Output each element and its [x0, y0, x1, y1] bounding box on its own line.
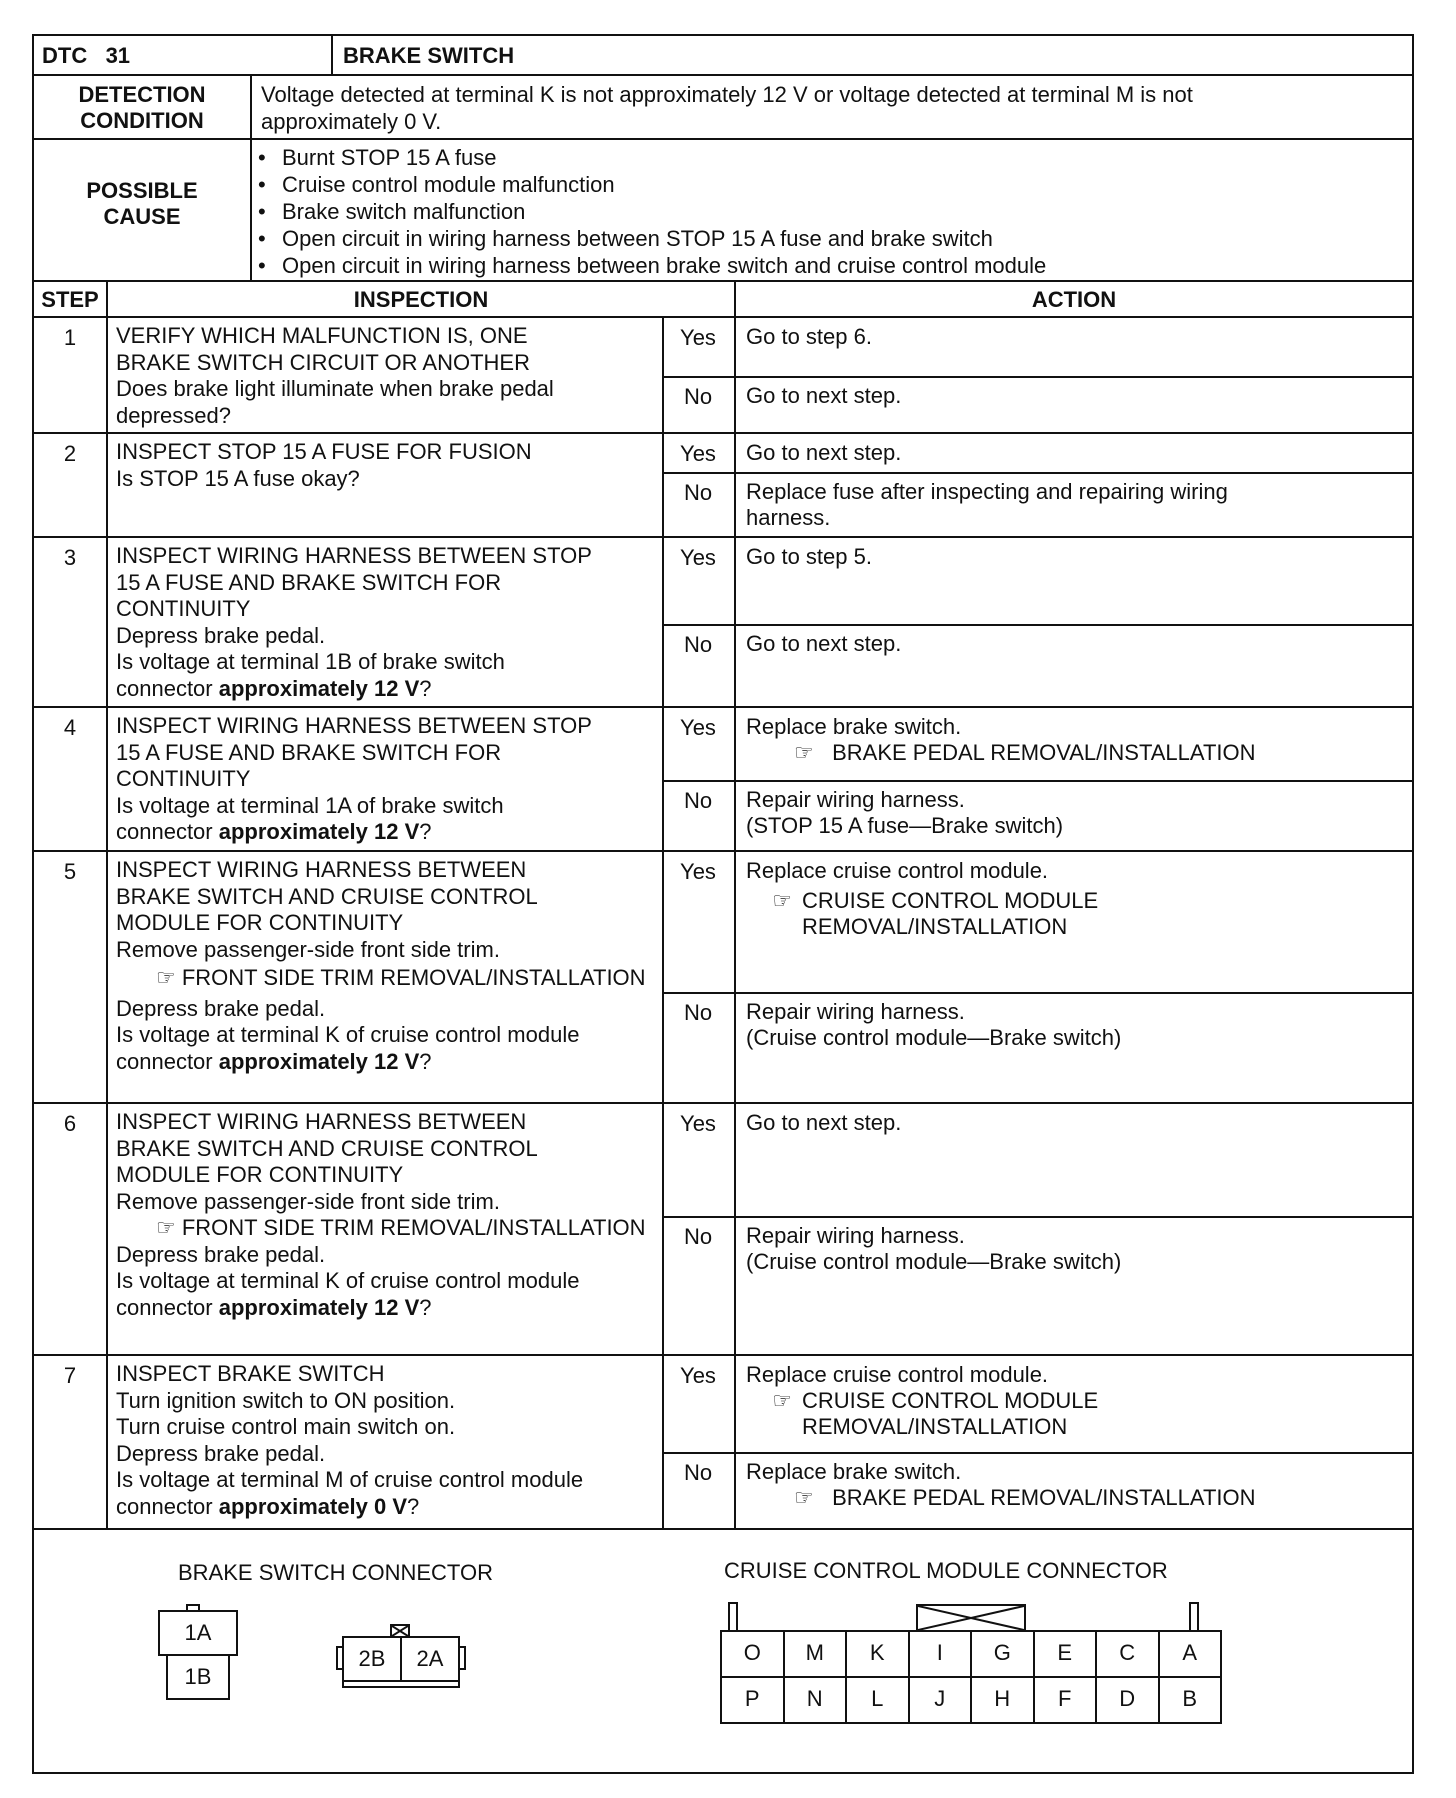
- step-row-4: [34, 708, 1412, 852]
- inspection-line: 15 A FUSE AND BRAKE SWITCH FOR: [116, 739, 502, 765]
- cruise-connector-title: CRUISE CONTROL MODULE CONNECTOR: [724, 1558, 1168, 1583]
- cruise-pin: P: [720, 1676, 785, 1724]
- detection-label-line: CONDITION: [80, 108, 204, 133]
- inspection-tail: ?: [419, 1294, 432, 1320]
- inspection-line: CONTINUITY: [116, 596, 251, 621]
- inspection-tail: ?: [419, 1048, 432, 1074]
- inspection-cell: [106, 852, 662, 1102]
- dtc-code: [42, 36, 342, 74]
- inspection-line: INSPECT BRAKE SWITCH: [116, 1361, 385, 1386]
- action-no: [746, 787, 1404, 839]
- inspection-bold: approximately 12 V: [218, 819, 420, 844]
- inspection-plain: connector: [116, 675, 219, 701]
- brake-connector-b: [336, 1624, 466, 1694]
- cause-list: [252, 144, 1412, 279]
- cause-list-cell: [250, 140, 1412, 280]
- inspection-line: MODULE FOR CONTINUITY: [116, 910, 404, 935]
- inspection-line: Depress brake pedal.: [116, 622, 326, 648]
- cause-label-line: POSSIBLE: [86, 178, 198, 203]
- inspection-line: CONTINUITY: [116, 766, 251, 791]
- action-line: Replace brake switch.: [746, 714, 962, 739]
- inspection-line: Is voltage at terminal 1B of brake switch: [116, 649, 505, 674]
- inspection-line: Is voltage at terminal K of cruise control module: [116, 1022, 580, 1047]
- cruise-pin: M: [783, 1630, 848, 1678]
- inspection-line: Depress brake pedal.: [116, 1440, 326, 1466]
- step-row-3: [34, 538, 1412, 708]
- action-yes: Go to step 6.: [746, 324, 872, 349]
- step-number: 1: [63, 325, 77, 350]
- inspection-cell: [106, 538, 662, 706]
- answer-no: No: [683, 632, 713, 657]
- cruise-connector: [720, 1602, 1220, 1732]
- inspection-line: BRAKE SWITCH CIRCUIT OR ANOTHER: [116, 349, 530, 375]
- brake-connector-a: [158, 1604, 238, 1708]
- action-cell: [734, 538, 1412, 706]
- action-cell: [734, 852, 1412, 1102]
- lock-cross-icon: [918, 1606, 1024, 1630]
- lock-cross-icon: [392, 1626, 408, 1636]
- inspection-line: Turn cruise control main switch on.: [116, 1414, 456, 1439]
- reference-icon: ☞: [156, 1215, 176, 1240]
- cruise-pin: G: [970, 1630, 1035, 1678]
- detection-label: [34, 76, 250, 138]
- answer-yes: Yes: [680, 441, 716, 466]
- inspection-text: [116, 857, 656, 1075]
- inspection-line: Is STOP 15 A fuse okay?: [116, 465, 360, 491]
- inspection-plain: connector: [116, 819, 219, 844]
- inspection-line: Remove passenger-side front side trim.: [116, 1188, 500, 1214]
- reference-icon: ☞: [772, 888, 792, 913]
- action-cell: [734, 708, 1412, 850]
- reference-icon: ☞: [794, 1485, 814, 1510]
- cause-item: • Brake switch malfunction: [252, 198, 1412, 225]
- reference-text: BRAKE PEDAL REMOVAL/INSTALLATION: [832, 1485, 1256, 1510]
- cruise-pin: B: [1158, 1676, 1223, 1724]
- inspection-line: [116, 1295, 656, 1322]
- action-yes: [746, 858, 1404, 940]
- cause-row: [34, 140, 1412, 282]
- step-number: 2: [63, 441, 77, 466]
- action-line: Replace cruise control module.: [746, 1362, 1049, 1387]
- inspection-text: [116, 439, 656, 492]
- action-reference: [746, 1485, 1404, 1511]
- action-no: [746, 999, 1404, 1051]
- action-line: (Cruise control module—Brake switch): [746, 1249, 1122, 1274]
- inspection-bold: approximately 12 V: [218, 1294, 420, 1320]
- brake-connector-title: BRAKE SWITCH CONNECTOR: [178, 1560, 493, 1585]
- cruise-pin: H: [970, 1676, 1035, 1724]
- cruise-pin: O: [720, 1630, 785, 1678]
- reference-text: CRUISE CONTROL MODULE: [802, 1388, 1099, 1413]
- dtc-sheet: [32, 34, 1414, 1774]
- inspection-line: Turn ignition switch to ON position.: [116, 1387, 456, 1413]
- cruise-pin: D: [1095, 1676, 1160, 1724]
- answer-cell: [662, 318, 734, 432]
- column-header-row: [34, 282, 1412, 318]
- detection-row: [34, 76, 1412, 140]
- inspection-line: Is voltage at terminal M of cruise control module: [116, 1467, 584, 1492]
- reference-text: REMOVAL/INSTALLATION: [802, 914, 1068, 939]
- answer-no: No: [683, 384, 713, 409]
- action-no: Go to next step.: [746, 383, 902, 408]
- inspection-text: [116, 713, 656, 846]
- dtc-label: DTC: [42, 43, 88, 68]
- action-line: (STOP 15 A fuse—Brake switch): [746, 813, 1064, 838]
- reference-text: CRUISE CONTROL MODULE: [802, 888, 1099, 913]
- reference-text: FRONT SIDE TRIM REMOVAL/INSTALLATION: [181, 1215, 646, 1240]
- action-cell: [734, 1356, 1412, 1528]
- col-action: ACTION: [734, 282, 1412, 316]
- answer-cell: [662, 538, 734, 706]
- brake-pin: 2A: [400, 1636, 460, 1682]
- step-number: 5: [63, 859, 77, 884]
- cruise-pin: F: [1033, 1676, 1098, 1724]
- step-row-1: [34, 318, 1412, 434]
- inspection-line: 15 A FUSE AND BRAKE SWITCH FOR: [116, 569, 502, 595]
- inspection-reference: [116, 1215, 656, 1242]
- action-line: Repair wiring harness.: [746, 1223, 965, 1248]
- brake-pin: 1A: [158, 1610, 238, 1656]
- cruise-pin: C: [1095, 1630, 1160, 1678]
- step-number: 7: [63, 1363, 77, 1388]
- dtc-number: 31: [105, 43, 131, 68]
- cruise-pin: A: [1158, 1630, 1223, 1678]
- action-reference: [746, 1388, 1404, 1440]
- step-row-2: [34, 434, 1412, 538]
- inspection-cell: [106, 708, 662, 850]
- answer-no: No: [683, 788, 713, 813]
- inspection-line: VERIFY WHICH MALFUNCTION IS, ONE: [116, 323, 528, 348]
- cruise-pin: I: [908, 1630, 973, 1678]
- answer-cell: [662, 852, 734, 1102]
- dtc-title: BRAKE SWITCH: [331, 36, 1412, 74]
- inspection-reference: [116, 965, 656, 992]
- reference-text: FRONT SIDE TRIM REMOVAL/INSTALLATION: [181, 965, 646, 990]
- inspection-line: Is voltage at terminal K of cruise control module: [116, 1268, 580, 1293]
- answer-yes: Yes: [680, 545, 716, 570]
- action-cell: [734, 1104, 1412, 1354]
- header-row: [34, 36, 1412, 76]
- inspection-text: [116, 323, 656, 429]
- reference-icon: ☞: [156, 965, 176, 990]
- col-step: STEP: [41, 287, 99, 312]
- cruise-pin: E: [1033, 1630, 1098, 1678]
- inspection-line: INSPECT WIRING HARNESS BETWEEN STOP: [116, 713, 592, 738]
- action-line: (Cruise control module—Brake switch): [746, 1025, 1122, 1050]
- detection-text-line: approximately 0 V.: [261, 109, 442, 134]
- answer-yes: Yes: [680, 325, 716, 350]
- inspection-line: [116, 1494, 656, 1521]
- step-number: 6: [63, 1111, 77, 1136]
- cruise-pin: J: [908, 1676, 973, 1724]
- cause-item: • Open circuit in wiring harness between brake switch and cruise control module: [252, 252, 1412, 279]
- detection-text: [250, 76, 1412, 138]
- inspection-line: BRAKE SWITCH AND CRUISE CONTROL: [116, 883, 538, 909]
- inspection-line: [116, 676, 656, 703]
- inspection-line: Remove passenger-side front side trim.: [116, 936, 500, 962]
- reference-text-block: [802, 1388, 1098, 1440]
- inspection-bold: approximately 12 V: [218, 675, 420, 701]
- inspection-bold: approximately 0 V: [218, 1493, 408, 1519]
- cruise-pin-grid: [720, 1630, 1220, 1722]
- inspection-cell: [106, 434, 662, 536]
- reference-icon: ☞: [772, 1388, 792, 1413]
- step-row-5: [34, 852, 1412, 1104]
- action-yes: Go to next step.: [746, 1110, 902, 1135]
- inspection-plain: connector: [116, 1294, 219, 1320]
- cause-label: [34, 140, 250, 280]
- inspection-tail: ?: [419, 819, 432, 844]
- answer-cell: [662, 1104, 734, 1354]
- answer-yes: Yes: [680, 1363, 716, 1388]
- reference-icon: ☞: [794, 740, 814, 765]
- action-line: Replace brake switch.: [746, 1459, 962, 1484]
- cause-label-line: CAUSE: [103, 204, 181, 229]
- inspection-line: MODULE FOR CONTINUITY: [116, 1162, 404, 1187]
- action-no: Go to next step.: [746, 631, 902, 656]
- answer-yes: Yes: [680, 1111, 716, 1136]
- answer-cell: [662, 708, 734, 850]
- answer-no: No: [683, 480, 713, 505]
- inspection-line: Depress brake pedal.: [116, 1241, 326, 1267]
- answer-no: No: [683, 1460, 713, 1485]
- answer-cell: [662, 434, 734, 536]
- inspection-bold: approximately 12 V: [218, 1048, 420, 1074]
- action-yes: Go to next step.: [746, 440, 902, 465]
- reference-text-block: [802, 888, 1098, 940]
- cruise-lock-tab: [916, 1604, 1026, 1632]
- inspection-tail: ?: [419, 675, 432, 701]
- inspection-line: INSPECT STOP 15 A FUSE FOR FUSION: [116, 439, 532, 464]
- step-number: 3: [63, 545, 77, 570]
- step-number: 4: [63, 715, 77, 740]
- inspection-text: [116, 1109, 656, 1321]
- inspection-line: BRAKE SWITCH AND CRUISE CONTROL: [116, 1135, 538, 1161]
- reference-text: REMOVAL/INSTALLATION: [802, 1414, 1068, 1439]
- inspection-cell: [106, 318, 662, 432]
- action-line: Repair wiring harness.: [746, 787, 965, 812]
- inspection-line: INSPECT WIRING HARNESS BETWEEN STOP: [116, 543, 592, 568]
- answer-cell: [662, 1356, 734, 1528]
- action-line: harness.: [746, 505, 831, 530]
- action-line: Repair wiring harness.: [746, 999, 965, 1024]
- cruise-pin: L: [845, 1676, 910, 1724]
- step-row-7: [34, 1356, 1412, 1530]
- inspection-plain: connector: [116, 1493, 219, 1519]
- inspection-line: [116, 819, 656, 846]
- reference-text: BRAKE PEDAL REMOVAL/INSTALLATION: [832, 740, 1256, 765]
- action-line: Replace cruise control module.: [746, 858, 1049, 883]
- inspection-line: [116, 1049, 656, 1076]
- inspection-cell: [106, 1356, 662, 1528]
- cause-item: • Burnt STOP 15 A fuse: [252, 144, 1412, 171]
- action-no: [746, 1223, 1404, 1275]
- action-yes: [746, 1362, 1404, 1440]
- inspection-tail: ?: [407, 1493, 420, 1519]
- inspection-line: Does brake light illuminate when brake pedal: [116, 376, 554, 401]
- brake-pin: 1B: [166, 1654, 230, 1700]
- connector-diagrams: [34, 1530, 1412, 1772]
- detection-label-line: DETECTION: [78, 82, 206, 107]
- inspection-plain: connector: [116, 1048, 219, 1074]
- action-yes: [746, 714, 1404, 766]
- answer-no: No: [683, 1224, 713, 1249]
- answer-yes: Yes: [680, 715, 716, 740]
- action-no: [746, 1459, 1404, 1511]
- inspection-line: INSPECT WIRING HARNESS BETWEEN: [116, 1109, 527, 1134]
- action-line: Replace fuse after inspecting and repairing wiring: [746, 479, 1228, 504]
- cruise-pin: N: [783, 1676, 848, 1724]
- action-no: [746, 479, 1404, 531]
- step-row-6: [34, 1104, 1412, 1356]
- inspection-text: [116, 1361, 656, 1520]
- cause-item: • Cruise control module malfunction: [252, 171, 1412, 198]
- action-reference: [746, 888, 1404, 940]
- inspection-line: Depress brake pedal.: [116, 995, 326, 1021]
- cruise-pin: K: [845, 1630, 910, 1678]
- inspection-line: INSPECT WIRING HARNESS BETWEEN: [116, 857, 527, 882]
- answer-no: No: [683, 1000, 713, 1025]
- inspection-line: Is voltage at terminal 1A of brake switch: [116, 792, 504, 818]
- brake-pin: 2B: [342, 1636, 402, 1682]
- inspection-line: depressed?: [116, 402, 231, 428]
- inspection-text: [116, 543, 656, 702]
- detection-text-line: Voltage detected at terminal K is not approximately 12 V or voltage detected at terminal M is not: [261, 82, 1193, 107]
- col-inspection: INSPECTION: [106, 282, 734, 316]
- inspection-cell: [106, 1104, 662, 1354]
- action-cell: [734, 318, 1412, 432]
- action-reference: [746, 740, 1404, 766]
- action-cell: [734, 434, 1412, 536]
- answer-yes: Yes: [680, 859, 716, 884]
- action-yes: Go to step 5.: [746, 544, 872, 569]
- cause-item: • Open circuit in wiring harness between STOP 15 A fuse and brake switch: [252, 225, 1412, 252]
